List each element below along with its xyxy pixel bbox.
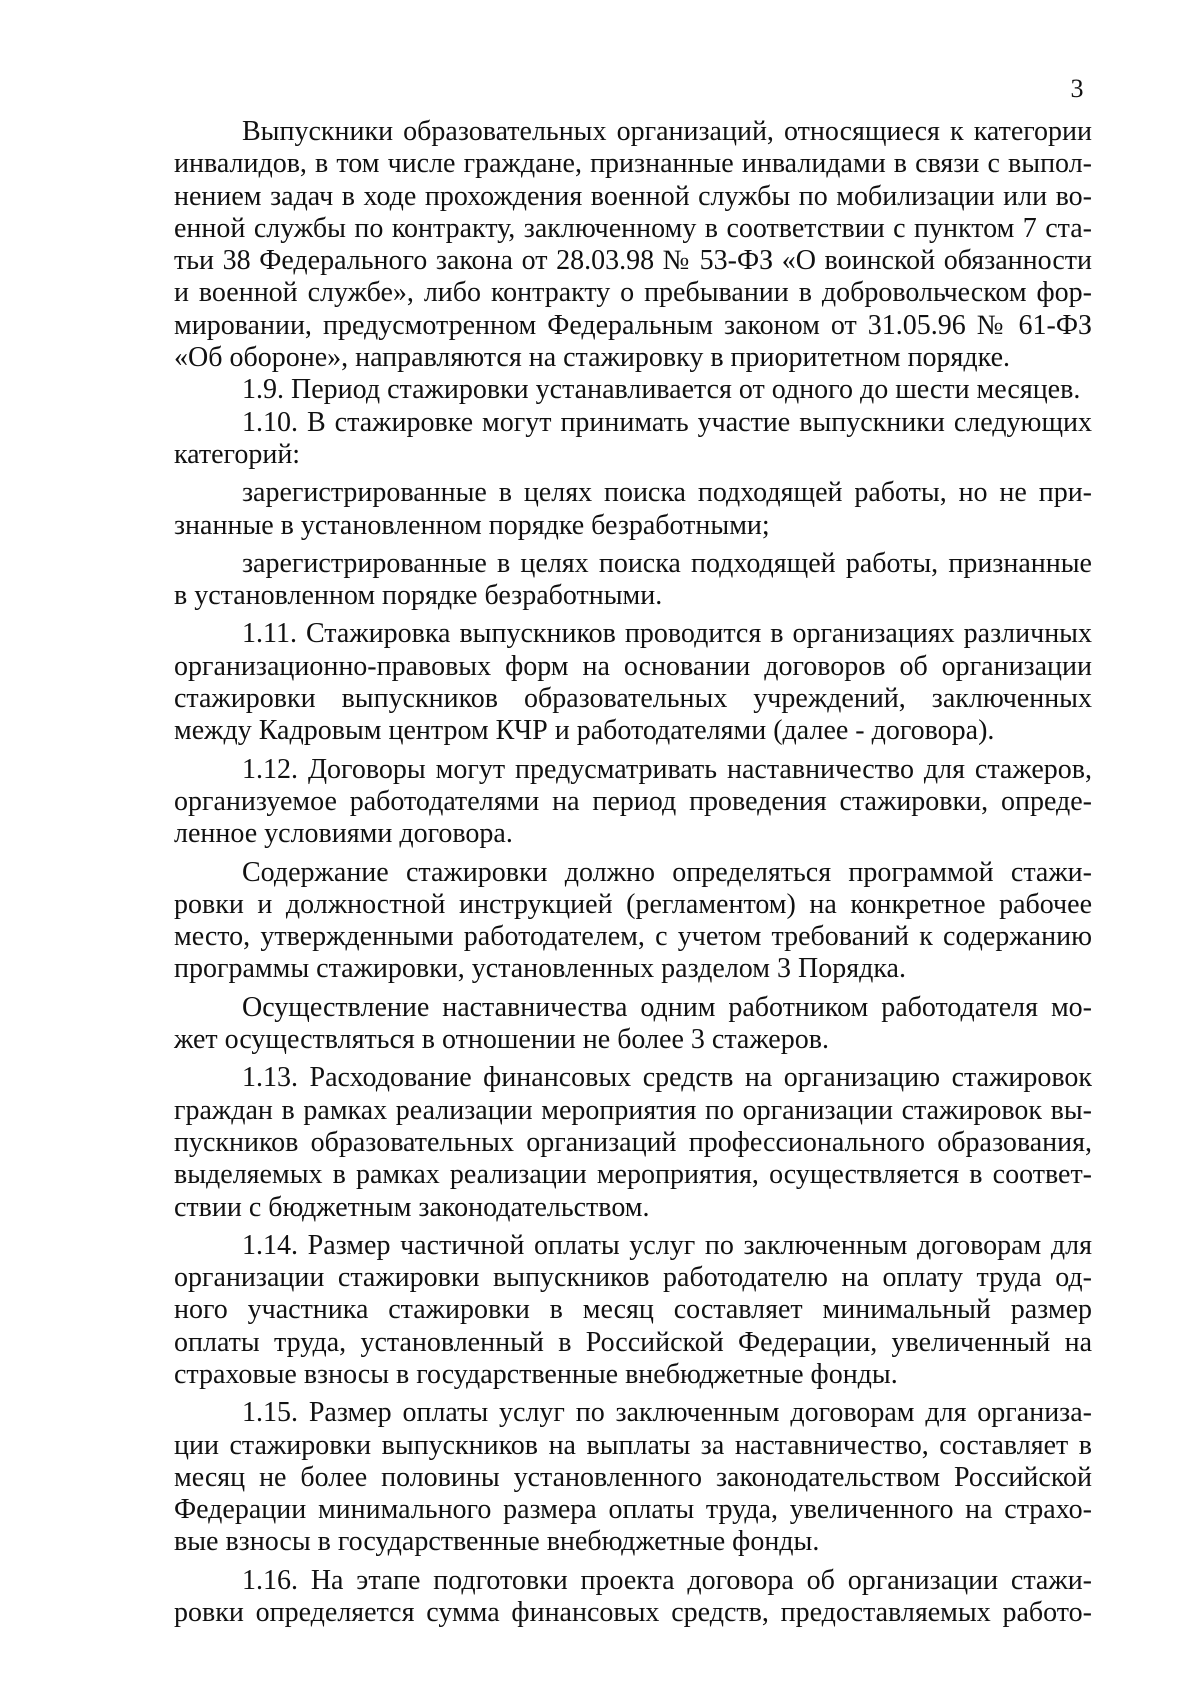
text-line: категорий: <box>174 438 301 470</box>
text-line: 1.12. Договоры могут предусматривать наставничество для стажеров, <box>242 753 1092 785</box>
text-line: жет осуществляться в отношении не более 3 стажеров. <box>174 1024 829 1056</box>
text-line: Федерации минимального размера оплаты труда, увеличенного на страхо- <box>174 1494 1092 1526</box>
page-number: 3 <box>1070 74 1084 103</box>
text-line: нением задач в ходе прохождения военной службы по мобилизации или во- <box>174 180 1092 212</box>
text-line: инвалидов, в том числе граждане, признанные инвалидами в связи с выпол- <box>174 148 1092 180</box>
text-line: 1.16. На этапе подготовки проекта договора об организации стажи- <box>242 1564 1092 1596</box>
text-line: организации стажировки выпускников работодателю на оплату труда од- <box>174 1262 1092 1294</box>
text-line: организуемое работодателями на период проведения стажировки, опреде- <box>174 785 1092 817</box>
text-line: зарегистрированные в целях поиска подходящей работы, но не при- <box>242 477 1092 509</box>
text-line: стажировки выпускников образовательных учреждений, заключенных <box>174 683 1092 715</box>
text-line: ствии с бюджетным законодательством. <box>174 1191 650 1223</box>
text-line: ного участника стажировки в месяц составляет минимальный размер <box>174 1294 1092 1326</box>
text-line: место, утвержденными работодателем, с учетом требований к содержанию <box>174 921 1092 953</box>
text-line: Содержание стажировки должно определяться программой стажи- <box>242 856 1092 888</box>
text-line: 1.10. В стажировке могут принимать участие выпускники следующих <box>242 406 1092 438</box>
text-line: оплаты труда, установленный в Российской Федерации, увеличенный на <box>174 1326 1092 1358</box>
document-body <box>174 116 1092 1629</box>
text-line: тьи 38 Федерального закона от 28.03.98 № 53-ФЗ «О воинской обязанности <box>174 245 1092 277</box>
text-line: вые взносы в государственные внебюджетные фонды. <box>174 1526 820 1558</box>
text-line: зарегистрированные в целях поиска подходящей работы, признанные <box>242 547 1092 579</box>
text-line: 1.14. Размер частичной оплаты услуг по заключенным договорам для <box>242 1229 1092 1261</box>
text-line: знанные в установленном порядке безработными; <box>174 509 770 541</box>
text-line: 1.13. Расходование финансовых средств на организацию стажировок <box>242 1062 1092 1094</box>
text-line: в установленном порядке безработными. <box>174 580 663 612</box>
text-line: месяц не более половины установленного законодательством Российской <box>174 1461 1092 1493</box>
text-line: енной службы по контракту, заключенному в соответствии с пунктом 7 ста- <box>174 212 1092 244</box>
text-line: пускников образовательных организаций профессионального образования, <box>174 1126 1092 1158</box>
text-line: мировании, предусмотренном Федеральным законом от 31.05.96 № 61-ФЗ <box>174 309 1092 341</box>
text-line: и военной службе», либо контракту о пребывании в добровольческом фор- <box>174 277 1092 309</box>
text-line: 1.11. Стажировка выпускников проводится в организациях различных <box>242 618 1092 650</box>
text-line: 1.9. Период стажировки устанавливается от одного до шести месяцев. <box>242 374 1081 406</box>
text-line: граждан в рамках реализации мероприятия по организации стажировок вы- <box>174 1094 1092 1126</box>
text-line: организационно-правовых форм на основании договоров об организации <box>174 650 1092 682</box>
text-line: «Об обороне», направляются на стажировку в приоритетном порядке. <box>174 342 1011 374</box>
text-line: 1.15. Размер оплаты услуг по заключенным договорам для организа- <box>242 1397 1092 1429</box>
text-line: Выпускники образовательных организаций, относящиеся к категории <box>242 116 1092 147</box>
text-line: страховые взносы в государственные внебюджетные фонды. <box>174 1358 898 1390</box>
text-line: ровки и должностной инструкцией (регламентом) на конкретное рабочее <box>174 888 1092 920</box>
text-line: выделяемых в рамках реализации мероприятия, осуществляется в соответ- <box>174 1159 1092 1191</box>
text-line: программы стажировки, установленных разделом 3 Порядка. <box>174 953 906 985</box>
text-line: ровки определяется сумма финансовых средств, предоставляемых работо- <box>174 1597 1092 1629</box>
text-line: ленное условиями договора. <box>174 818 513 850</box>
text-line: между Кадровым центром КЧР и работодателями (далее - договора). <box>174 715 995 747</box>
text-line: ции стажировки выпускников на выплаты за наставничество, составляет в <box>174 1429 1092 1461</box>
text-line: Осуществление наставничества одним работником работодателя мо- <box>242 991 1092 1023</box>
